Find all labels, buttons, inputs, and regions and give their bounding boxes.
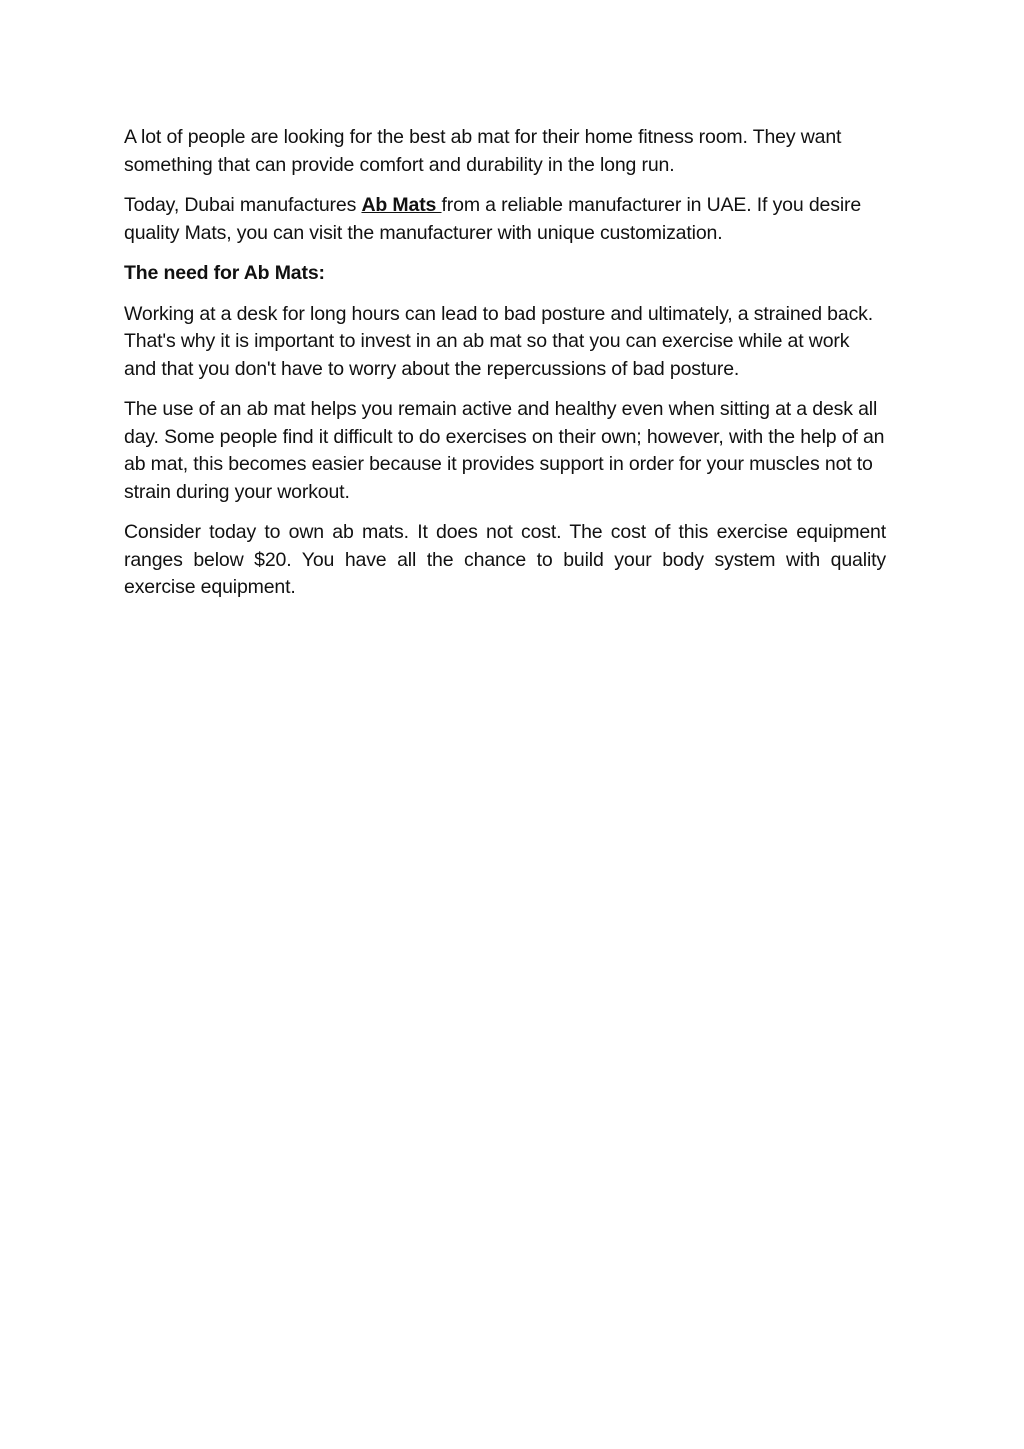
cost-paragraph: Consider today to own ab mats. It does not cost. The cost of this exercise equipment ranges below $20. You have all the chance to build your body system with quality exercise equipment. <box>124 521 886 598</box>
manufacturer-text-before: Today, Dubai manufactures <box>124 194 362 216</box>
document-body <box>124 124 886 615</box>
ab-mats-link[interactable]: Ab Mats <box>361 194 442 216</box>
manufacturer-text-after: from a reliable manufacturer in UAE. If you desire quality Mats, you can visit the manufacturer with unique customization. <box>124 194 862 244</box>
active-paragraph: The use of an ab mat helps you remain active and healthy even when sitting at a desk all day. Some people find it difficult to do exercises on their own; however, with the help of an ab mat, this becomes easier because it provides support in order for your muscles not to strain during your workout. <box>124 398 885 503</box>
manufacturer-paragraph <box>124 192 886 247</box>
posture-paragraph: Working at a desk for long hours can lead to bad posture and ultimately, a strained back. That's why it is important to invest in an ab mat so that you can exercise while at work and that you don't have to worry about the repercussions of bad posture. <box>124 302 874 380</box>
intro-paragraph: A lot of people are looking for the best ab mat for their home fitness room. They want something that can provide comfort and durability in the long run. <box>124 126 842 176</box>
section-heading: The need for Ab Mats: <box>124 262 325 284</box>
